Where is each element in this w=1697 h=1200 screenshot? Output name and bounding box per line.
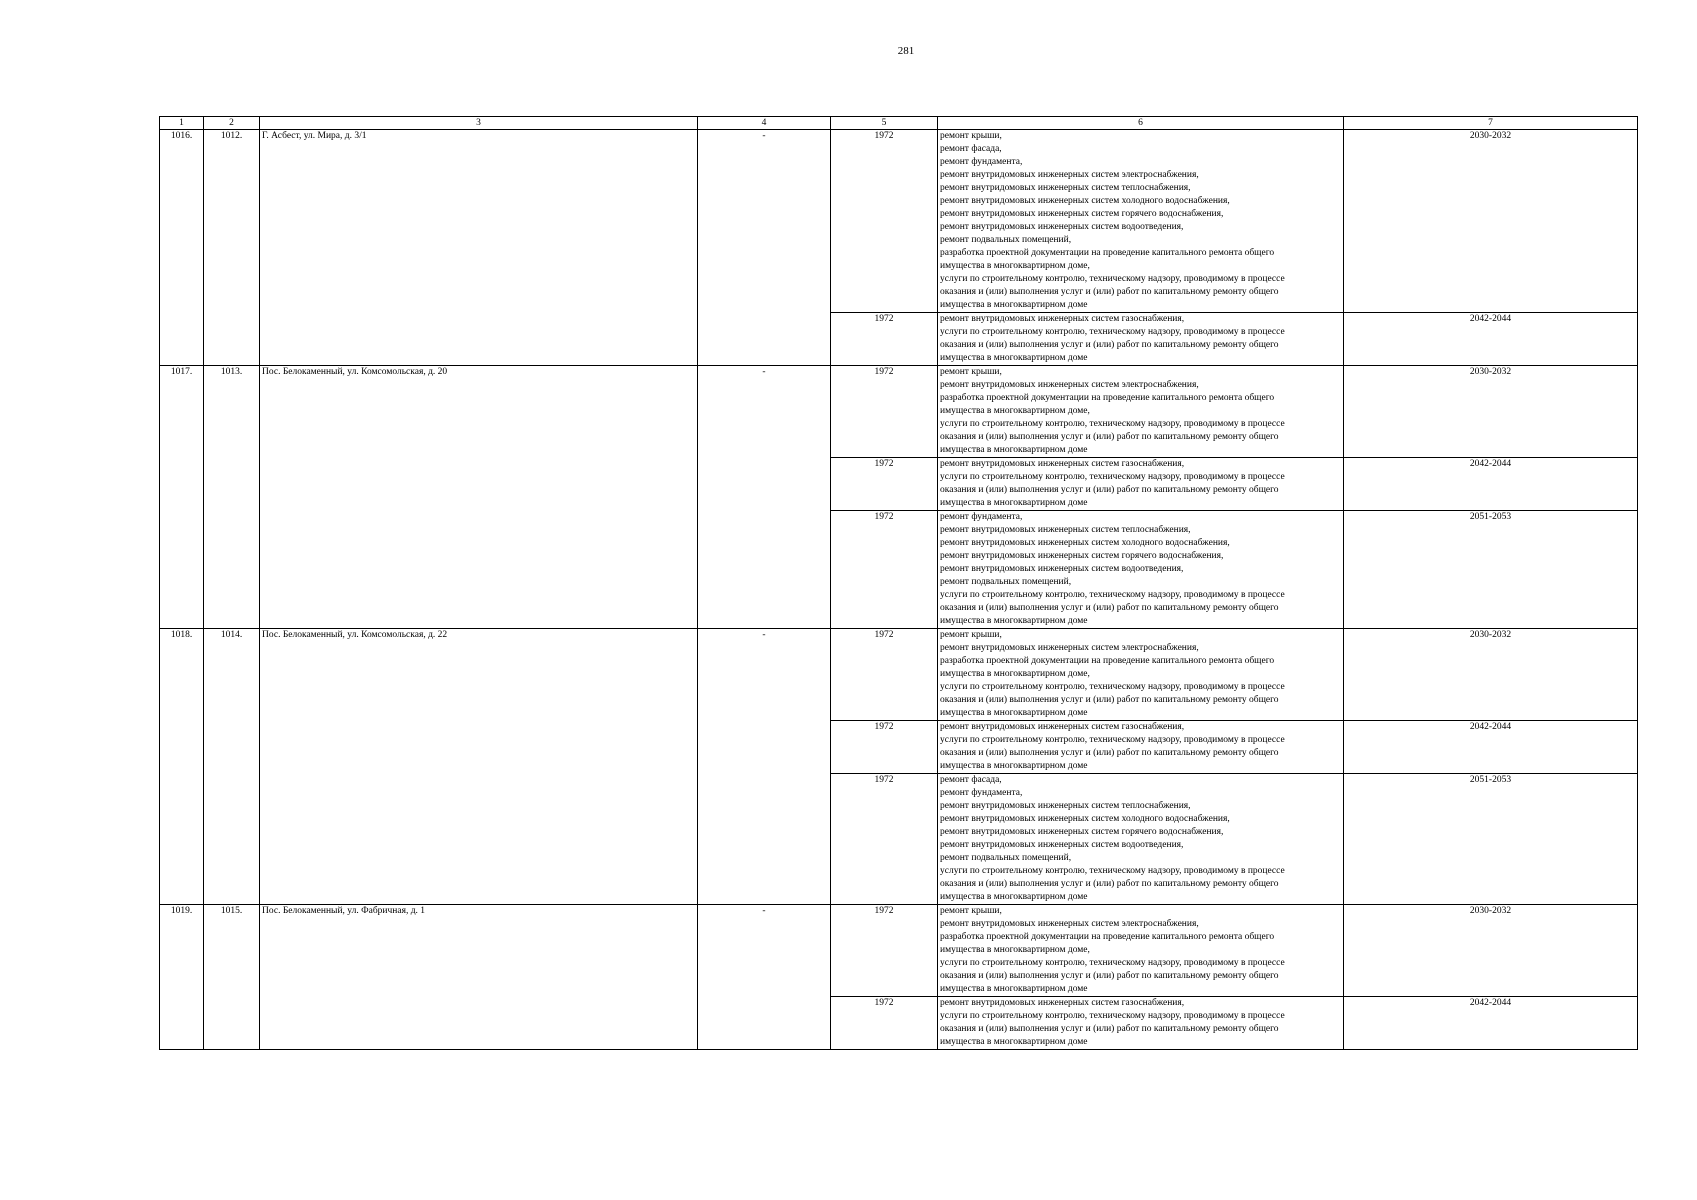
work-item: ремонт внутридомовых инженерных систем горячего водоснабжения,	[940, 551, 1224, 561]
work-item: ремонт внутридомовых инженерных систем холодного водоснабжения,	[940, 196, 1230, 206]
period-cell: 2030-2032	[1344, 130, 1638, 313]
column-number-row	[160, 117, 1638, 130]
work-item: имущества в многоквартирном доме,	[940, 669, 1090, 679]
work-item: ремонт внутридомовых инженерных систем водоотведения,	[940, 564, 1184, 574]
work-item: ремонт подвальных помещений,	[940, 577, 1072, 587]
col-header-4: 4	[698, 117, 831, 130]
record-sub-number-cell: 1012.	[204, 130, 260, 366]
work-item: ремонт внутридомовых инженерных систем электроснабжения,	[940, 380, 1199, 390]
address-cell: Пос. Белокаменный, ул. Фабричная, д. 1	[260, 905, 698, 1050]
works-cell	[938, 905, 1344, 997]
work-item: ремонт внутридомовых инженерных систем электроснабжения,	[940, 170, 1199, 180]
work-item: услуги по строительному контролю, техническому надзору, проводимому в процессе	[940, 327, 1285, 337]
work-item: имущества в многоквартирном доме	[940, 616, 1088, 626]
year-cell: 1972	[831, 511, 938, 629]
work-item: разработка проектной документации на проведение капитального ремонта общего	[940, 656, 1275, 666]
record-sub-number-cell: 1013.	[204, 366, 260, 629]
page-number: 281	[897, 45, 915, 57]
work-item: оказания и (или) выполнения услуг и (или) работ по капитальному ремонту общего	[940, 432, 1279, 442]
works-cell	[938, 997, 1344, 1050]
table-row	[160, 130, 1638, 313]
work-item: ремонт крыши,	[940, 906, 1002, 916]
period-cell: 2042-2044	[1344, 997, 1638, 1050]
works-cell	[938, 511, 1344, 629]
work-item: услуги по строительному контролю, техническому надзору, проводимому в процессе	[940, 274, 1285, 284]
col4-cell: -	[698, 905, 831, 1050]
work-item: ремонт внутридомовых инженерных систем водоотведения,	[940, 222, 1184, 232]
work-item: ремонт фундамента,	[940, 157, 1023, 167]
record-sub-number-cell: 1015.	[204, 905, 260, 1050]
period-cell: 2042-2044	[1344, 313, 1638, 366]
work-item: ремонт подвальных помещений,	[940, 235, 1072, 245]
col4-cell: -	[698, 629, 831, 905]
work-item: ремонт крыши,	[940, 131, 1002, 141]
work-item: ремонт внутридомовых инженерных систем теплоснабжения,	[940, 525, 1191, 535]
work-item: ремонт внутридомовых инженерных систем электроснабжения,	[940, 643, 1199, 653]
col-header-2: 2	[204, 117, 260, 130]
year-cell: 1972	[831, 366, 938, 458]
work-item: услуги по строительному контролю, техническому надзору, проводимому в процессе	[940, 419, 1285, 429]
work-item: имущества в многоквартирном доме	[940, 892, 1088, 902]
work-item: услуги по строительному контролю, техническому надзору, проводимому в процессе	[940, 590, 1285, 600]
work-item: оказания и (или) выполнения услуг и (или) работ по капитальному ремонту общего	[940, 287, 1279, 297]
work-item: услуги по строительному контролю, техническому надзору, проводимому в процессе	[940, 472, 1285, 482]
work-item: имущества в многоквартирном доме	[940, 984, 1088, 994]
work-item: услуги по строительному контролю, техническому надзору, проводимому в процессе	[940, 682, 1285, 692]
col-header-7: 7	[1344, 117, 1638, 130]
period-cell: 2051-2053	[1344, 774, 1638, 905]
year-cell: 1972	[831, 629, 938, 721]
period-cell: 2042-2044	[1344, 721, 1638, 774]
col-header-1: 1	[160, 117, 204, 130]
table-row	[160, 366, 1638, 458]
year-cell: 1972	[831, 997, 938, 1050]
work-item: имущества в многоквартирном доме	[940, 353, 1088, 363]
work-item: имущества в многоквартирном доме	[940, 761, 1088, 771]
work-item: оказания и (или) выполнения услуг и (или) работ по капитальному ремонту общего	[940, 879, 1279, 889]
work-item: оказания и (или) выполнения услуг и (или) работ по капитальному ремонту общего	[940, 695, 1279, 705]
period-cell: 2030-2032	[1344, 366, 1638, 458]
period-cell: 2030-2032	[1344, 905, 1638, 997]
address-cell: Г. Асбест, ул. Мира, д. 3/1	[260, 130, 698, 366]
work-item: имущества в многоквартирном доме	[940, 708, 1088, 718]
record-number-cell: 1019.	[160, 905, 204, 1050]
work-item: ремонт внутридомовых инженерных систем теплоснабжения,	[940, 801, 1191, 811]
repair-schedule-table	[159, 116, 1638, 1050]
work-item: ремонт внутридомовых инженерных систем теплоснабжения,	[940, 183, 1191, 193]
work-item: разработка проектной документации на проведение капитального ремонта общего	[940, 393, 1275, 403]
work-item: ремонт фасада,	[940, 144, 1002, 154]
works-cell	[938, 313, 1344, 366]
year-cell: 1972	[831, 313, 938, 366]
work-item: разработка проектной документации на проведение капитального ремонта общего	[940, 932, 1275, 942]
period-cell: 2042-2044	[1344, 458, 1638, 511]
work-item: оказания и (или) выполнения услуг и (или) работ по капитальному ремонту общего	[940, 1024, 1279, 1034]
work-item: оказания и (или) выполнения услуг и (или) работ по капитальному ремонту общего	[940, 603, 1279, 613]
work-item: имущества в многоквартирном доме	[940, 1037, 1088, 1047]
work-item: ремонт внутридомовых инженерных систем газоснабжения,	[940, 722, 1185, 732]
record-sub-number-cell: 1014.	[204, 629, 260, 905]
col-header-6: 6	[938, 117, 1344, 130]
work-item: ремонт внутридомовых инженерных систем холодного водоснабжения,	[940, 814, 1230, 824]
work-item: ремонт внутридомовых инженерных систем газоснабжения,	[940, 998, 1185, 1008]
work-item: оказания и (или) выполнения услуг и (или) работ по капитальному ремонту общего	[940, 340, 1279, 350]
works-cell	[938, 130, 1344, 313]
year-cell: 1972	[831, 774, 938, 905]
col-header-5: 5	[831, 117, 938, 130]
work-item: ремонт фасада,	[940, 775, 1002, 785]
work-item: имущества в многоквартирном доме	[940, 445, 1088, 455]
works-cell	[938, 774, 1344, 905]
year-cell: 1972	[831, 130, 938, 313]
work-item: услуги по строительному контролю, техническому надзору, проводимому в процессе	[940, 735, 1285, 745]
record-number-cell: 1016.	[160, 130, 204, 366]
work-item: разработка проектной документации на проведение капитального ремонта общего	[940, 248, 1275, 258]
address-cell: Пос. Белокаменный, ул. Комсомольская, д. 22	[260, 629, 698, 905]
year-cell: 1972	[831, 905, 938, 997]
works-cell	[938, 721, 1344, 774]
col4-cell: -	[698, 130, 831, 366]
work-item: имущества в многоквартирном доме,	[940, 406, 1090, 416]
works-cell	[938, 629, 1344, 721]
work-item: ремонт фундамента,	[940, 512, 1023, 522]
work-item: ремонт внутридомовых инженерных систем горячего водоснабжения,	[940, 827, 1224, 837]
col-header-3: 3	[260, 117, 698, 130]
year-cell: 1972	[831, 458, 938, 511]
table-row	[160, 629, 1638, 721]
works-cell	[938, 458, 1344, 511]
work-item: имущества в многоквартирном доме	[940, 498, 1088, 508]
record-number-cell: 1018.	[160, 629, 204, 905]
work-item: имущества в многоквартирном доме,	[940, 261, 1090, 271]
period-cell: 2051-2053	[1344, 511, 1638, 629]
work-item: имущества в многоквартирном доме,	[940, 945, 1090, 955]
year-cell: 1972	[831, 721, 938, 774]
work-item: имущества в многоквартирном доме	[940, 300, 1088, 310]
work-item: оказания и (или) выполнения услуг и (или) работ по капитальному ремонту общего	[940, 748, 1279, 758]
work-item: ремонт внутридомовых инженерных систем газоснабжения,	[940, 314, 1185, 324]
work-item: ремонт внутридомовых инженерных систем водоотведения,	[940, 840, 1184, 850]
record-number-cell: 1017.	[160, 366, 204, 629]
work-item: ремонт внутридомовых инженерных систем газоснабжения,	[940, 459, 1185, 469]
work-item: ремонт внутридомовых инженерных систем горячего водоснабжения,	[940, 209, 1224, 219]
work-item: услуги по строительному контролю, техническому надзору, проводимому в процессе	[940, 866, 1285, 876]
address-cell: Пос. Белокаменный, ул. Комсомольская, д. 20	[260, 366, 698, 629]
work-item: услуги по строительному контролю, техническому надзору, проводимому в процессе	[940, 1011, 1285, 1021]
work-item: ремонт подвальных помещений,	[940, 853, 1072, 863]
work-item: ремонт фундамента,	[940, 788, 1023, 798]
col4-cell: -	[698, 366, 831, 629]
work-item: оказания и (или) выполнения услуг и (или) работ по капитальному ремонту общего	[940, 485, 1279, 495]
work-item: услуги по строительному контролю, техническому надзору, проводимому в процессе	[940, 958, 1285, 968]
work-item: ремонт внутридомовых инженерных систем электроснабжения,	[940, 919, 1199, 929]
work-item: ремонт внутридомовых инженерных систем холодного водоснабжения,	[940, 538, 1230, 548]
work-item: оказания и (или) выполнения услуг и (или) работ по капитальному ремонту общего	[940, 971, 1279, 981]
work-item: ремонт крыши,	[940, 630, 1002, 640]
work-item: ремонт крыши,	[940, 367, 1002, 377]
table-row	[160, 905, 1638, 997]
works-cell	[938, 366, 1344, 458]
period-cell: 2030-2032	[1344, 629, 1638, 721]
